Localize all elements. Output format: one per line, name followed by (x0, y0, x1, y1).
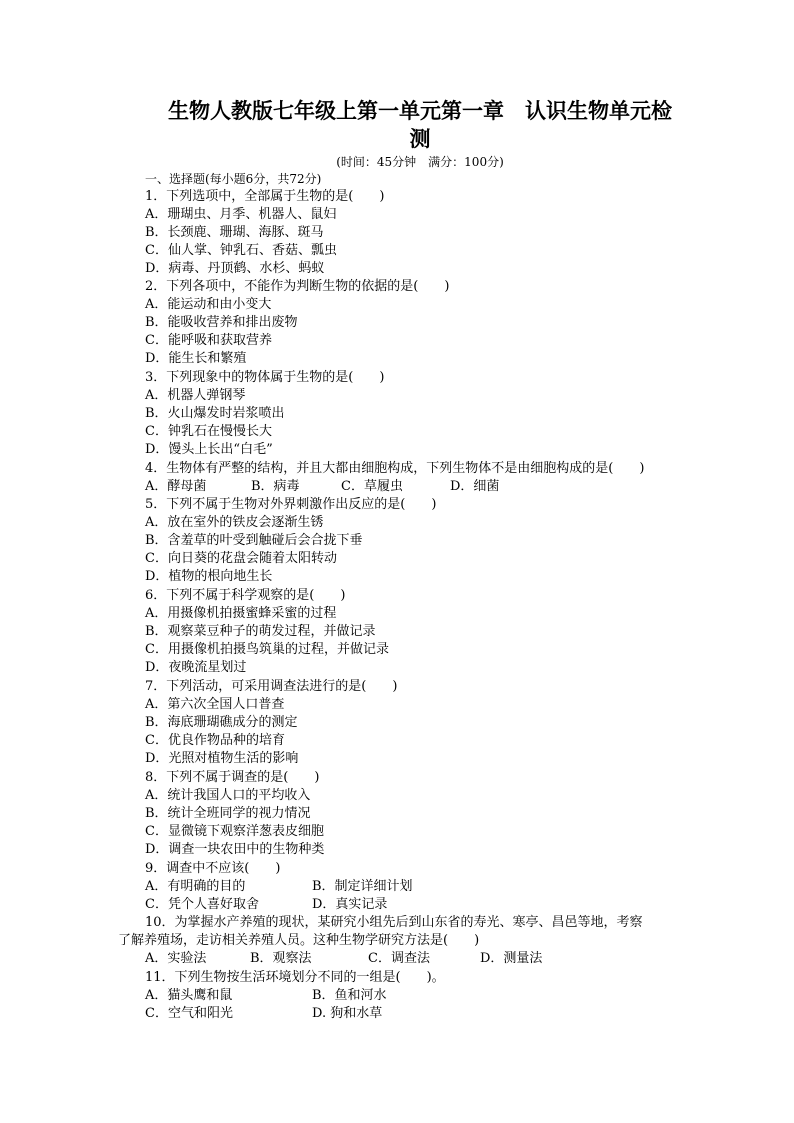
question-1-option-a: A．珊瑚虫、月季、机器人、鼠妇 (145, 207, 337, 222)
question-9-option-c: C．凭个人喜好取舍 (145, 897, 259, 912)
question-2-stem: 2．下列各项中，不能作为判断生物的依据的是( ) (145, 279, 450, 294)
question-10-stem-line1: 10．为掌握水产养殖的现状，某研究小组先后到山东省的寿光、寒亭、昌邑等地，考察 (145, 915, 643, 930)
question-2-option-b: B．能吸收营养和排出废物 (145, 315, 298, 330)
question-10-option-a: A．实验法 (145, 951, 207, 966)
question-1-stem: 1．下列选项中，全部属于生物的是( ) (145, 189, 385, 204)
question-4-option-a: A．酵母菌 (145, 479, 207, 494)
question-7-option-a: A．第六次全国人口普查 (145, 697, 285, 712)
question-3-option-b: B．火山爆发时岩浆喷出 (145, 406, 285, 421)
question-11-option-c: C．空气和阳光 (145, 1006, 233, 1021)
question-8-option-c: C．显微镜下观察洋葱表皮细胞 (145, 824, 324, 839)
question-8-stem: 8．下列不属于调查的是( ) (145, 770, 320, 785)
question-6-stem: 6．下列不属于科学观察的是( ) (145, 588, 346, 603)
question-2-option-c: C．能呼吸和获取营养 (145, 333, 272, 348)
question-3-option-d: D．馒头上长出“白毛” (145, 442, 273, 457)
question-11-option-d: D. 狗和水草 (312, 1006, 383, 1021)
question-8-option-b: B．统计全班同学的视力情况 (145, 806, 311, 821)
question-4-option-b: B．病毒 (251, 479, 300, 494)
question-3-stem: 3．下列现象中的物体属于生物的是( ) (145, 370, 385, 385)
question-1-option-c: C．仙人掌、钟乳石、香菇、瓢虫 (145, 243, 337, 258)
question-11-option-b: B．鱼和河水 (312, 988, 387, 1003)
question-9-option-d: D．真实记录 (312, 897, 388, 912)
question-10-option-c: C．调查法 (368, 951, 430, 966)
question-6-option-a: A．用摄像机拍摄蜜蜂采蜜的过程 (145, 606, 337, 621)
question-5-option-d: D．植物的根向地生长 (145, 569, 273, 584)
question-7-option-d: D．光照对植物生活的影响 (145, 751, 299, 766)
question-6-option-c: C．用摄像机拍摄鸟筑巢的过程，并做记录 (145, 642, 389, 657)
question-10-stem-line2: 了解养殖场，走访相关养殖人员。这种生物学研究方法是( ) (118, 933, 480, 948)
question-6-option-b: B．观察菜豆种子的萌发过程，并做记录 (145, 624, 376, 639)
document-title-line2: 测 (409, 126, 431, 151)
section-heading: 一、选择题(每小题6分，共72分) (145, 172, 322, 186)
question-9-option-b: B．制定详细计划 (312, 879, 413, 894)
question-6-option-d: D．夜晚流星划过 (145, 660, 247, 675)
question-5-option-c: C．向日葵的花盘会随着太阳转动 (145, 551, 337, 566)
question-5-option-a: A．放在室外的铁皮会逐渐生锈 (145, 515, 324, 530)
question-9-stem: 9．调查中不应该( ) (145, 861, 281, 876)
question-9-option-a: A．有明确的目的 (145, 879, 246, 894)
exam-info: (时间：45分钟 满分：100分) (336, 155, 504, 169)
question-10-option-b: B．观察法 (250, 951, 312, 966)
document-title-line1: 生物人教版七年级上第一单元第一章 认识生物单元检 (168, 98, 672, 123)
question-2-option-d: D．能生长和繁殖 (145, 351, 247, 366)
question-1-option-b: B．长颈鹿、珊瑚、海豚、斑马 (145, 225, 324, 240)
question-2-option-a: A．能运动和由小变大 (145, 297, 272, 312)
question-1-option-d: D．病毒、丹顶鹤、水杉、蚂蚁 (145, 261, 325, 276)
question-5-option-b: B．含羞草的叶受到触碰后会合拢下垂 (145, 533, 363, 548)
question-11-option-a: A．猫头鹰和鼠 (145, 988, 233, 1003)
question-4-stem: 4．生物体有严整的结构，并且大都由细胞构成，下列生物体不是由细胞构成的是( ) (145, 461, 645, 476)
question-7-stem: 7．下列活动，可采用调查法进行的是( ) (145, 679, 398, 694)
question-5-stem: 5．下列不属于生物对外界刺激作出反应的是( ) (145, 497, 437, 512)
question-3-option-c: C．钟乳石在慢慢长大 (145, 424, 272, 439)
question-10-option-d: D．测量法 (480, 951, 543, 966)
question-3-option-a: A．机器人弹钢琴 (145, 388, 246, 403)
question-7-option-b: B．海底珊瑚礁成分的测定 (145, 715, 298, 730)
question-4-option-d: D．细菌 (450, 479, 500, 494)
question-4-option-c: C．草履虫 (341, 479, 403, 494)
question-7-option-c: C．优良作物品种的培育 (145, 733, 285, 748)
question-8-option-d: D．调查一块农田中的生物种类 (145, 842, 325, 857)
question-8-option-a: A．统计我国人口的平均收入 (145, 788, 311, 803)
question-11-stem: 11．下列生物按生活环境划分不同的一组是( )。 (145, 970, 445, 985)
